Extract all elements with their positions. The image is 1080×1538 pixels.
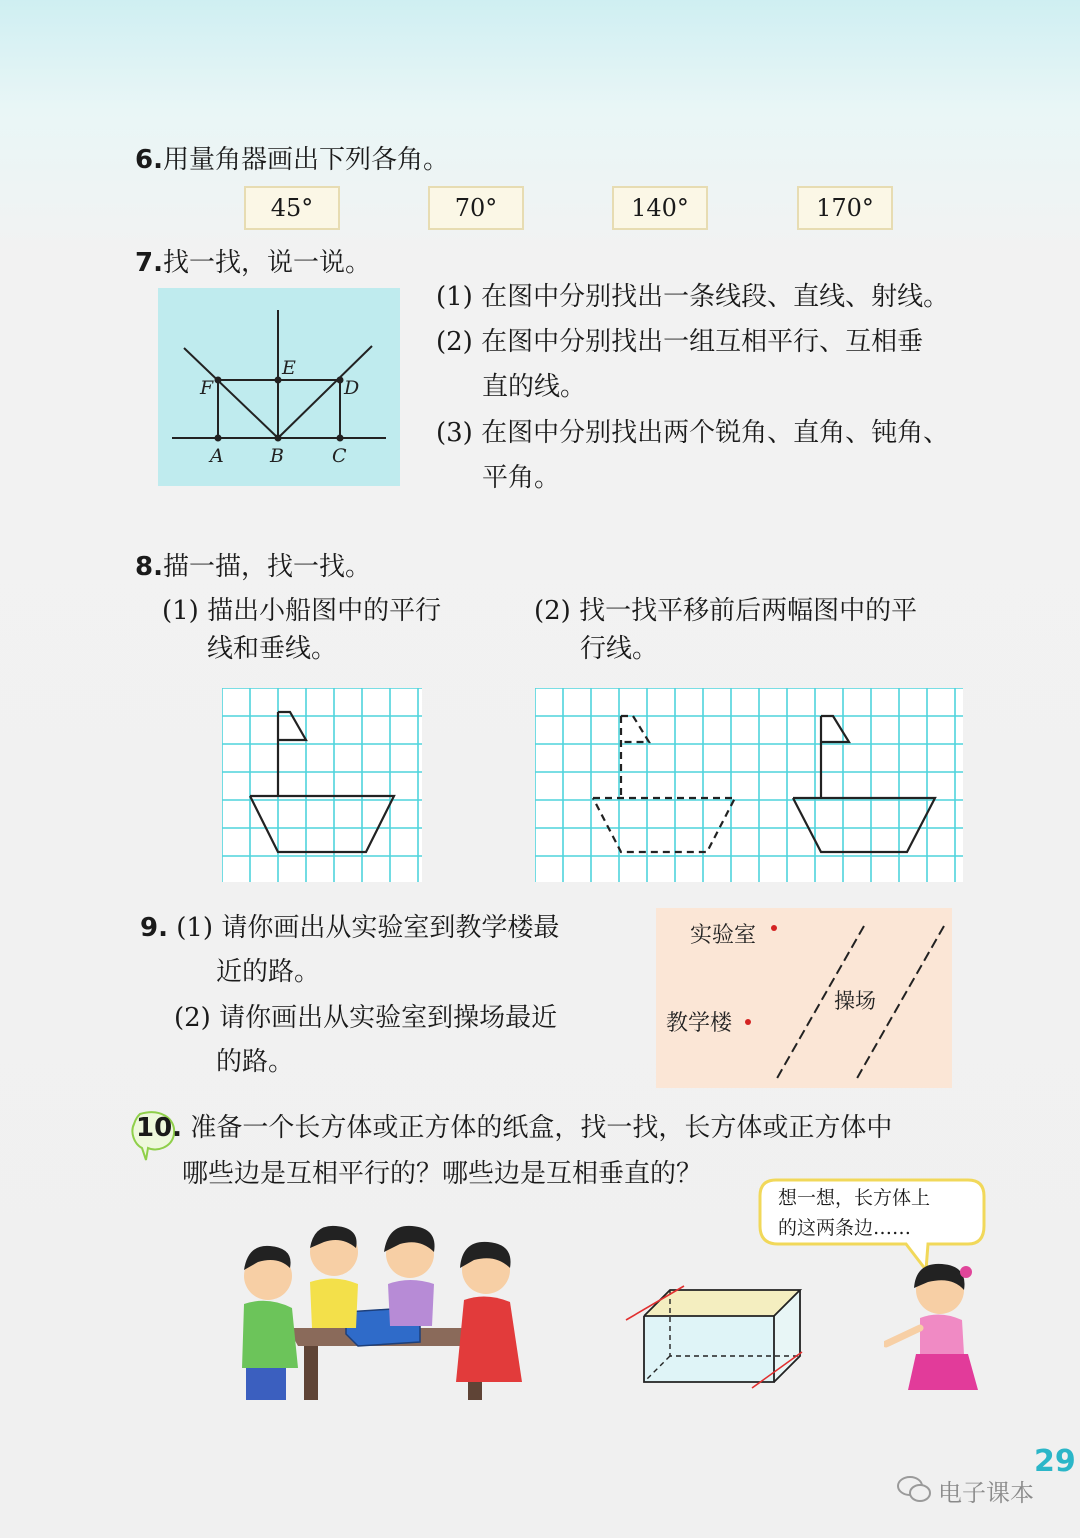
cuboid-front-face — [644, 1316, 774, 1382]
q7-item-1 — [436, 275, 949, 319]
q7-item-3 — [436, 411, 949, 455]
wechat-icon-bubble-2 — [910, 1485, 930, 1501]
label-f: F — [200, 377, 214, 399]
q9-item-1-line-1: 请你画出从实验室到教学楼最 — [221, 913, 560, 943]
child-3-shirt — [388, 1280, 434, 1326]
building-dot — [745, 1019, 751, 1025]
label-a: A — [210, 445, 224, 467]
girl-pointing-illustration — [884, 1258, 980, 1398]
q8-text: 描一描，找一找。 — [162, 552, 371, 582]
angle-box-70: 70° — [428, 186, 524, 230]
lab-dot — [771, 925, 777, 931]
watermark-text: 电子课本 — [938, 1479, 1034, 1507]
q9-item-2 — [174, 996, 557, 1040]
point-f — [215, 377, 222, 384]
point-e — [275, 377, 282, 384]
q9-item-2-line-1: 请你画出从实验室到操场最近 — [219, 1003, 558, 1033]
cuboid-top-face — [644, 1290, 800, 1316]
q10-line-1-wrap — [136, 1106, 892, 1150]
q7-text: 找一找，说一说。 — [162, 248, 371, 278]
label-d: D — [344, 377, 360, 399]
map-label-playground: 操场 — [834, 989, 876, 1013]
q7-item-3-line-2: 平角。 — [482, 463, 561, 493]
q8-item-2-line-2: 行线。 — [580, 634, 659, 664]
bubble-line-1: 想一想，长方体上 — [778, 1187, 931, 1209]
q7-item-2 — [436, 320, 923, 364]
map-label-building: 教学楼 — [666, 1011, 733, 1036]
q9-number: 9. — [140, 913, 168, 943]
point-c — [337, 435, 344, 442]
q7-line-figure — [158, 288, 400, 486]
q7-item-3-number: (3) — [436, 418, 473, 448]
child-1-pants — [246, 1368, 286, 1400]
girl-skirt — [908, 1354, 978, 1390]
wechat-icon — [896, 1474, 932, 1504]
page-number: 29 — [1034, 1444, 1076, 1479]
q7-item-1-number: (1) — [436, 282, 473, 312]
q8-item-1-line-2: 线和垂线。 — [207, 634, 338, 664]
angle-box-45: 45° — [244, 186, 340, 230]
girl-hair-bow — [960, 1266, 972, 1278]
angle-box-140: 140° — [612, 186, 708, 230]
point-d — [337, 377, 344, 384]
point-b — [275, 435, 282, 442]
q7-heading — [135, 241, 371, 285]
q7-item-3-line-1: 在图中分别找出两个锐角、直角、钝角、 — [481, 418, 950, 448]
boat-grid-left — [222, 688, 422, 882]
q10-line-1: 准备一个长方体或正方体的纸盒，找一找，长方体或正方体中 — [190, 1113, 893, 1143]
cuboid-illustration — [624, 1284, 804, 1392]
q10-number: 10. — [136, 1113, 183, 1143]
map-label-lab: 实验室 — [690, 923, 757, 948]
q7-item-2-line-1: 在图中分别找出一组互相平行、互相垂 — [481, 327, 924, 357]
q9-item-2-number: (2) — [174, 1003, 211, 1033]
point-a — [215, 435, 222, 442]
q8-item-1-number: (1) — [162, 596, 199, 626]
q8-heading — [135, 545, 371, 589]
table-leg-left — [304, 1346, 318, 1400]
q7-item-2-line-2: 直的线。 — [482, 372, 587, 402]
q6-number: 6. — [135, 145, 163, 175]
q8-number: 8. — [135, 552, 163, 582]
girl-pointing-arm — [886, 1328, 920, 1344]
q7-item-2-number: (2) — [436, 327, 473, 357]
q6-heading — [135, 138, 449, 182]
label-b: B — [270, 445, 284, 467]
boat-grid-right — [535, 688, 963, 882]
q8-item-2-line-1: 找一找平移前后两幅图中的平 — [579, 596, 918, 626]
child-2-shirt — [310, 1278, 358, 1328]
q9-item-2-line-2: 的路。 — [216, 1047, 295, 1077]
q9-item-1-number: (1) — [176, 913, 214, 943]
q7-number: 7. — [135, 248, 163, 278]
children-with-box-illustration — [238, 1218, 528, 1402]
q8-item-1-line-1: 描出小船图中的平行 — [207, 596, 442, 626]
q8-item-2-number: (2) — [534, 596, 571, 626]
label-c: C — [332, 445, 347, 467]
child-4-dress — [456, 1296, 522, 1382]
child-1-shirt — [242, 1301, 298, 1368]
q9-map — [656, 908, 952, 1088]
girl-shirt — [920, 1314, 964, 1354]
q7-item-1-line-1: 在图中分别找出一条线段、直线、射线。 — [481, 282, 950, 312]
q6-text: 用量角器画出下列各角。 — [162, 145, 449, 175]
q10-line-2: 哪些边是互相平行的？哪些边是互相垂直的？ — [182, 1159, 703, 1189]
q9-item-1-line-2: 近的路。 — [216, 957, 321, 987]
angle-box-170: 170° — [797, 186, 893, 230]
bubble-line-2: 的这两条边…… — [778, 1217, 912, 1239]
q9-item-1 — [140, 906, 559, 950]
label-e: E — [282, 357, 296, 379]
